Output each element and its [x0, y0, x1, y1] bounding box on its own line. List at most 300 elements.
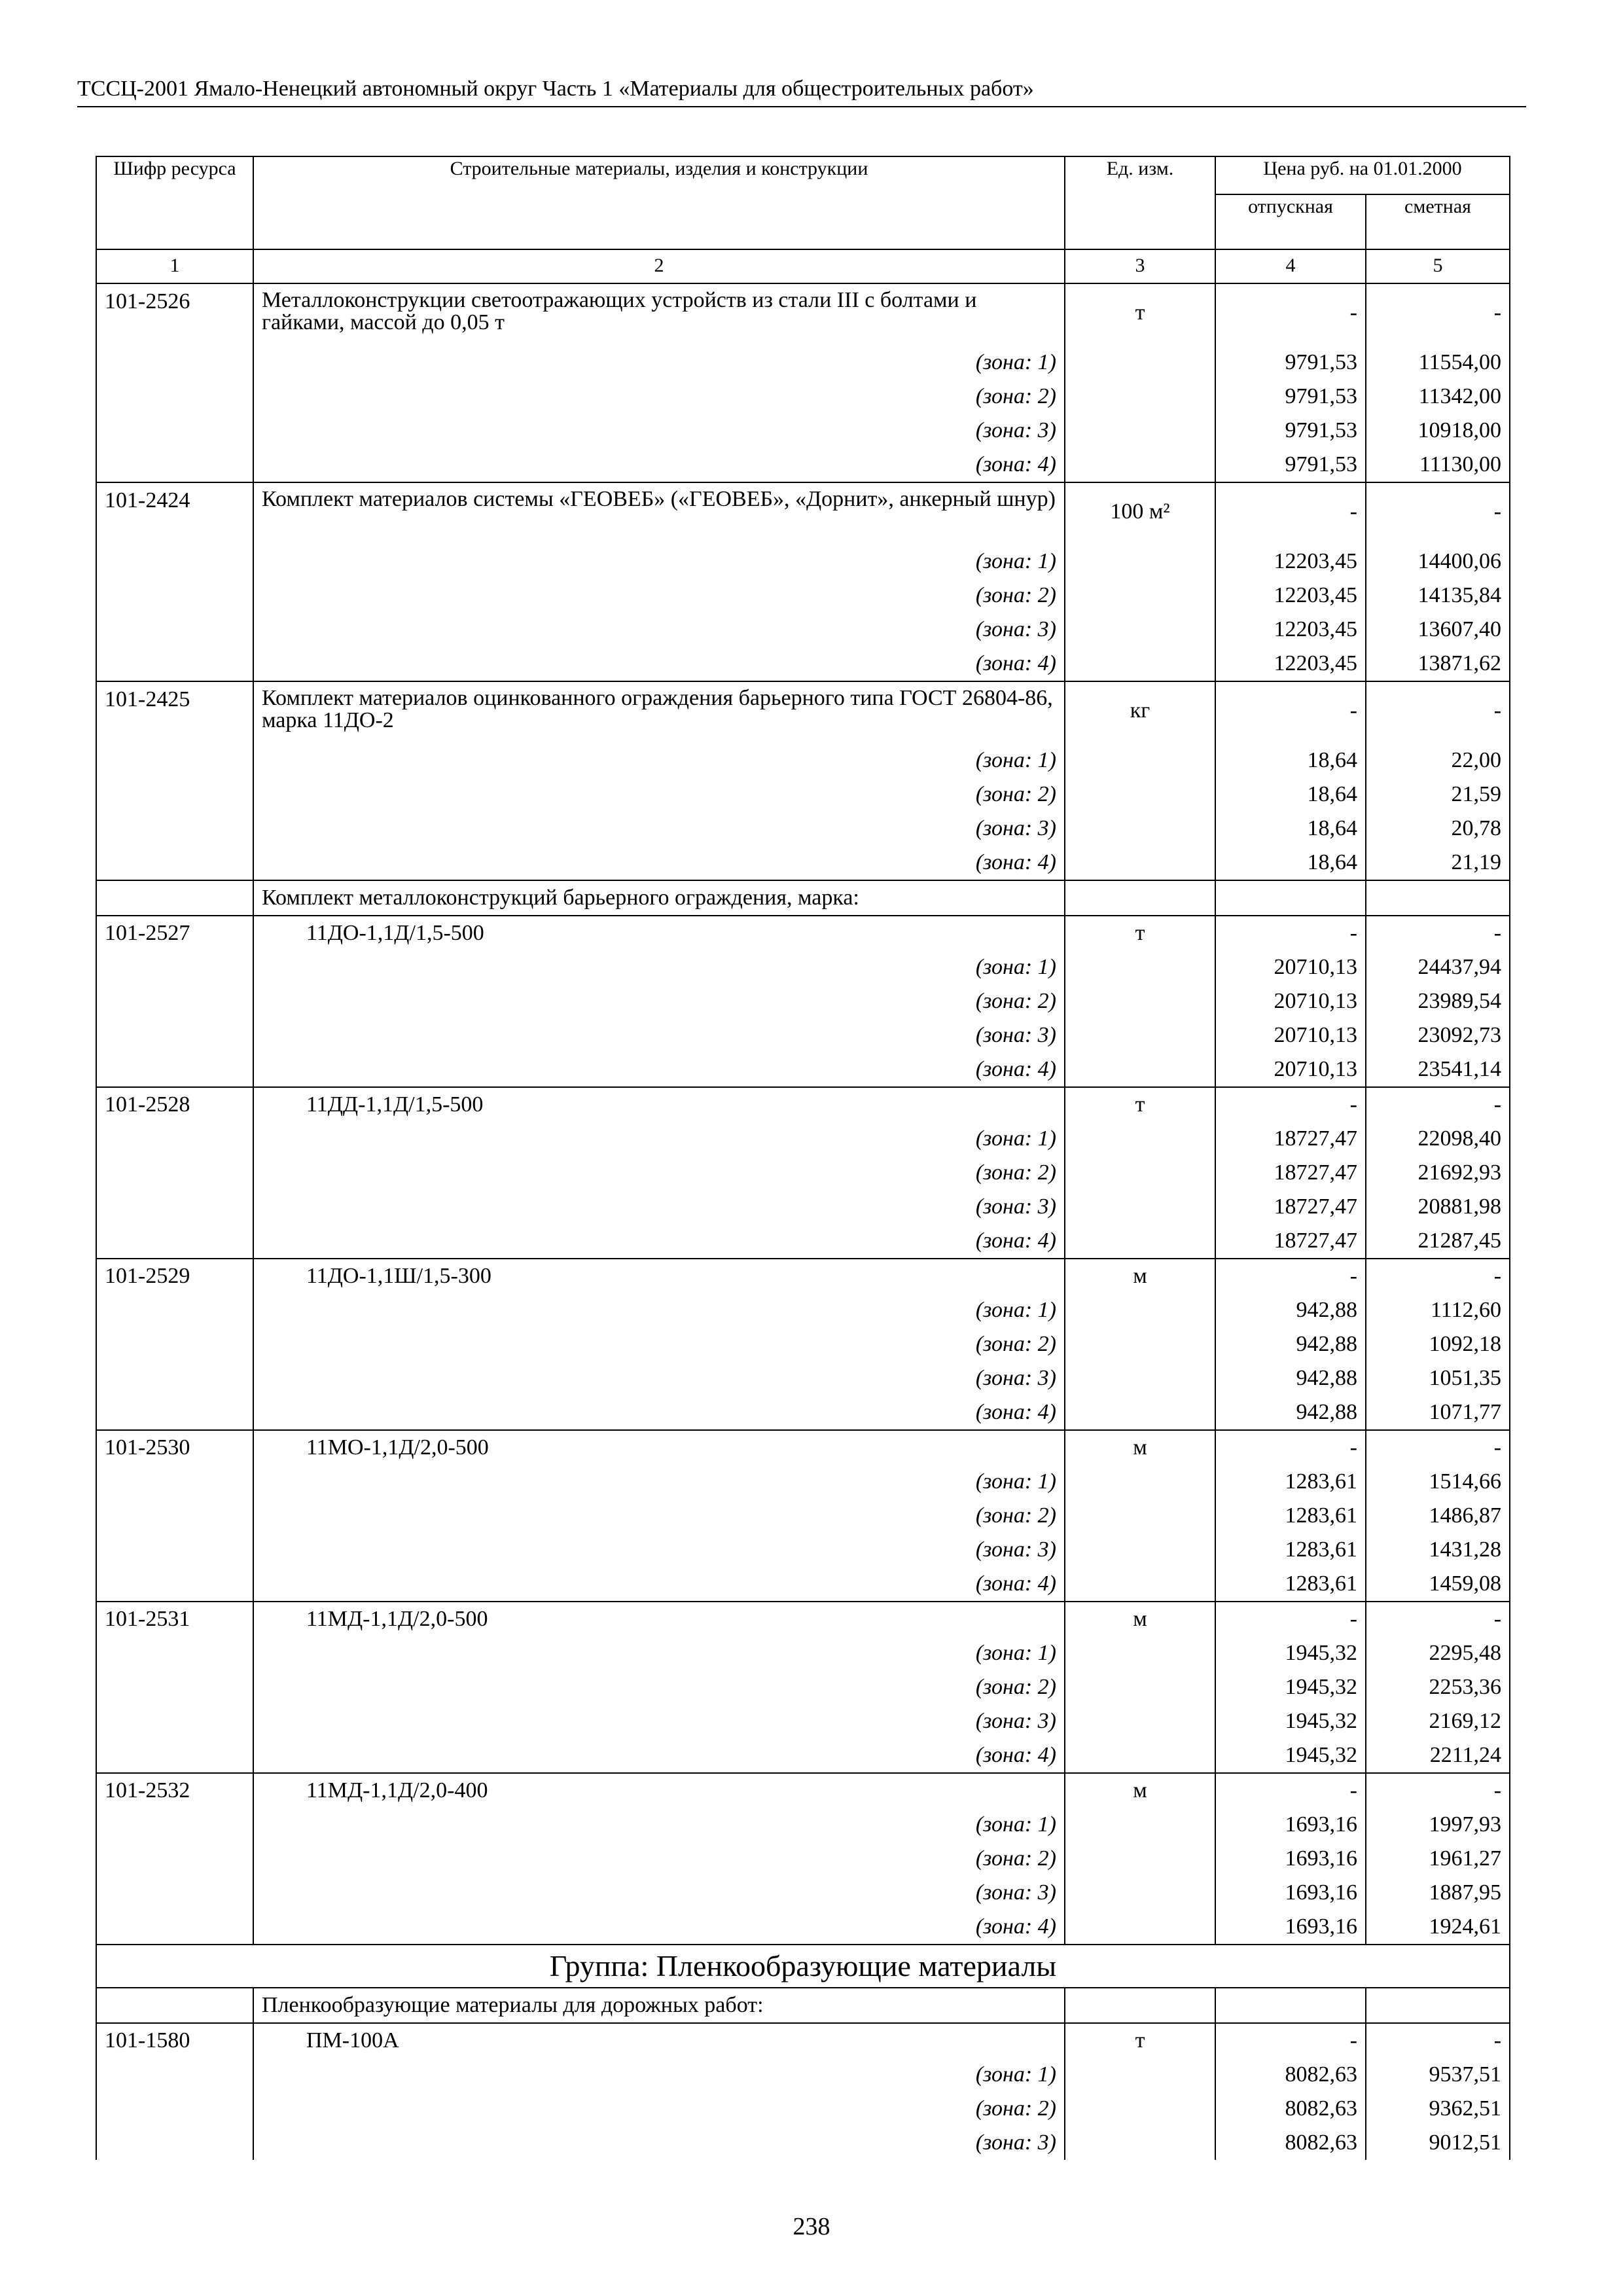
column-header-price-group: Цена руб. на 01.01.2000: [1215, 156, 1510, 194]
material-name: 11МД-1,1Д/2,0-400: [253, 1773, 1065, 1808]
code-cell: [96, 1018, 253, 1052]
zone-label: (зона: 4): [253, 647, 1065, 681]
zone-release-price: 9791,53: [1215, 448, 1366, 482]
estimate-price: -: [1366, 2023, 1510, 2058]
code-cell: [96, 2126, 253, 2160]
zone-label: (зона: 1): [253, 950, 1065, 984]
code-cell: [96, 1224, 253, 1259]
zone-estimate-price: 23092,73: [1366, 1018, 1510, 1052]
unit-cell: [1065, 1670, 1215, 1704]
material-name: 11ДО-1,1Ш/1,5-300: [253, 1259, 1065, 1293]
zone-release-price: 18727,47: [1215, 1156, 1366, 1190]
zone-release-price: 8082,63: [1215, 2092, 1366, 2126]
price-table: [96, 156, 1510, 2160]
page-header: [77, 73, 1526, 107]
unit-cell: [1065, 2058, 1215, 2092]
unit-cell: [1065, 1395, 1215, 1430]
zone-release-price: 20710,13: [1215, 1018, 1366, 1052]
zone-release-price: 1693,16: [1215, 1910, 1366, 1945]
estimate-price: -: [1366, 681, 1510, 744]
zone-estimate-price: 14135,84: [1366, 579, 1510, 613]
zone-label: (зона: 1): [253, 1465, 1065, 1499]
unit-cell: [1065, 812, 1215, 846]
resource-code: 101-2531: [96, 1602, 253, 1636]
release-price: -: [1215, 1259, 1366, 1293]
zone-release-price: 18,64: [1215, 846, 1366, 880]
unit-cell: [1065, 1190, 1215, 1224]
code-cell: [96, 579, 253, 613]
resource-code: 101-2530: [96, 1430, 253, 1465]
material-row: [96, 1430, 1510, 1465]
zone-release-price: 1693,16: [1215, 1808, 1366, 1842]
zone-row: [96, 778, 1510, 812]
unit-cell: [1065, 1876, 1215, 1910]
zone-label: (зона: 3): [253, 1190, 1065, 1224]
zone-row: [96, 950, 1510, 984]
unit-of-measure: кг: [1065, 681, 1215, 744]
zone-release-price: 20710,13: [1215, 950, 1366, 984]
zone-estimate-price: 1071,77: [1366, 1395, 1510, 1430]
zone-estimate-price: 13607,40: [1366, 613, 1510, 647]
code-cell: [96, 1395, 253, 1430]
code-cell: [96, 846, 253, 880]
zone-release-price: 18727,47: [1215, 1190, 1366, 1224]
zone-label: (зона: 1): [253, 744, 1065, 778]
zone-release-price: 18,64: [1215, 812, 1366, 846]
zone-estimate-price: 23989,54: [1366, 984, 1510, 1018]
zone-estimate-price: 1887,95: [1366, 1876, 1510, 1910]
zone-label: (зона: 3): [253, 1361, 1065, 1395]
unit-cell: [1065, 1910, 1215, 1945]
zone-estimate-price: 1092,18: [1366, 1327, 1510, 1361]
unit-cell: [1065, 1704, 1215, 1738]
unit-cell: [1065, 1224, 1215, 1259]
zone-estimate-price: 24437,94: [1366, 950, 1510, 984]
release-price-cell: [1215, 1988, 1366, 2023]
material-row: [96, 1259, 1510, 1293]
column-number-row: [96, 249, 1510, 283]
code-cell: [96, 1122, 253, 1156]
zone-release-price: 20710,13: [1215, 1052, 1366, 1087]
estimate-price: -: [1366, 1087, 1510, 1122]
column-header-code: Шифр ресурса: [96, 156, 253, 249]
unit-cell: [1065, 579, 1215, 613]
page-number: 238: [793, 2213, 830, 2240]
zone-row: [96, 2126, 1510, 2160]
code-cell: [96, 2092, 253, 2126]
material-row: [96, 1602, 1510, 1636]
zone-estimate-price: 11342,00: [1366, 380, 1510, 414]
zone-estimate-price: 20,78: [1366, 812, 1510, 846]
zone-row: [96, 1738, 1510, 1773]
unit-of-measure: м: [1065, 1602, 1215, 1636]
release-price: -: [1215, 283, 1366, 346]
zone-estimate-price: 11554,00: [1366, 346, 1510, 380]
material-name: Комплект материалов системы «ГЕОВЕБ» («ГЕОВЕБ», «Дорнит», анкерный шнур): [253, 482, 1065, 545]
zone-row: [96, 1122, 1510, 1156]
unit-cell: [1065, 1567, 1215, 1602]
zone-row: [96, 545, 1510, 579]
zone-release-price: 1693,16: [1215, 1842, 1366, 1876]
zone-release-price: 9791,53: [1215, 346, 1366, 380]
zone-label: (зона: 4): [253, 1052, 1065, 1087]
code-cell: [96, 950, 253, 984]
release-price: -: [1215, 1087, 1366, 1122]
zone-release-price: 1945,32: [1215, 1704, 1366, 1738]
column-number: 2: [253, 249, 1065, 283]
zone-estimate-price: 21,59: [1366, 778, 1510, 812]
material-name: 11ДО-1,1Д/1,5-500: [253, 916, 1065, 950]
column-number: 1: [96, 249, 253, 283]
zone-label: (зона: 3): [253, 1533, 1065, 1567]
column-number: 3: [1065, 249, 1215, 283]
zone-label: (зона: 2): [253, 1327, 1065, 1361]
code-cell: [96, 1842, 253, 1876]
zone-estimate-price: 21,19: [1366, 846, 1510, 880]
zone-release-price: 1693,16: [1215, 1876, 1366, 1910]
zone-estimate-price: 21287,45: [1366, 1224, 1510, 1259]
code-cell: [96, 1156, 253, 1190]
zone-release-price: 12203,45: [1215, 613, 1366, 647]
column-header-name: Строительные материалы, изделия и конструкции: [253, 156, 1065, 249]
release-price: -: [1215, 2023, 1366, 2058]
code-cell: [96, 778, 253, 812]
estimate-price: -: [1366, 1602, 1510, 1636]
zone-row: [96, 1670, 1510, 1704]
zone-row: [96, 1842, 1510, 1876]
zone-release-price: 18727,47: [1215, 1224, 1366, 1259]
unit-cell: [1065, 1156, 1215, 1190]
zone-release-price: 942,88: [1215, 1395, 1366, 1430]
code-cell: [96, 1567, 253, 1602]
zone-row: [96, 1704, 1510, 1738]
zone-row: [96, 1190, 1510, 1224]
material-name: 11МД-1,1Д/2,0-500: [253, 1602, 1065, 1636]
code-cell: [96, 744, 253, 778]
zone-estimate-price: 1112,60: [1366, 1293, 1510, 1327]
zone-row: [96, 1533, 1510, 1567]
zone-label: (зона: 3): [253, 812, 1065, 846]
material-name: 11ДД-1,1Д/1,5-500: [253, 1087, 1065, 1122]
zone-estimate-price: 9537,51: [1366, 2058, 1510, 2092]
unit-cell: [1065, 1636, 1215, 1670]
resource-code: 101-2526: [96, 283, 253, 346]
zone-row: [96, 2092, 1510, 2126]
estimate-price: -: [1366, 1773, 1510, 1808]
zone-label: (зона: 1): [253, 1122, 1065, 1156]
zone-release-price: 18727,47: [1215, 1122, 1366, 1156]
code-cell: [96, 1910, 253, 1945]
zone-label: (зона: 4): [253, 448, 1065, 482]
unit-cell: [1065, 545, 1215, 579]
resource-code: 101-2424: [96, 482, 253, 545]
resource-code: 101-2532: [96, 1773, 253, 1808]
code-cell: [96, 1808, 253, 1842]
zone-label: (зона: 2): [253, 2092, 1065, 2126]
code-cell: [96, 1704, 253, 1738]
unit-cell: [1065, 1327, 1215, 1361]
unit-cell: [1065, 380, 1215, 414]
unit-cell: [1065, 448, 1215, 482]
zone-estimate-price: 20881,98: [1366, 1190, 1510, 1224]
zone-label: (зона: 3): [253, 613, 1065, 647]
unit-cell: [1065, 346, 1215, 380]
release-price: -: [1215, 1430, 1366, 1465]
zone-estimate-price: 10918,00: [1366, 414, 1510, 448]
zone-estimate-price: 2211,24: [1366, 1738, 1510, 1773]
zone-row: [96, 1910, 1510, 1945]
zone-row: [96, 1293, 1510, 1327]
code-cell: [96, 1499, 253, 1533]
page-header-title: ТССЦ-2001 Ямало-Ненецкий автономный округ Часть 1 «Материалы для общестроительных работ»: [77, 77, 1034, 101]
unit-cell: [1065, 1988, 1215, 2023]
release-price: -: [1215, 482, 1366, 545]
zone-release-price: 18,64: [1215, 744, 1366, 778]
code-cell: [96, 1465, 253, 1499]
zone-release-price: 12203,45: [1215, 545, 1366, 579]
zone-estimate-price: 1961,27: [1366, 1842, 1510, 1876]
material-name: Комплект материалов оцинкованного ограждения барьерного типа ГОСТ 26804-86, марка 11ДО-2: [253, 681, 1065, 744]
zone-label: (зона: 4): [253, 846, 1065, 880]
zone-row: [96, 647, 1510, 681]
material-row: [96, 681, 1510, 744]
unit-cell: [1065, 2092, 1215, 2126]
subheading-text: Пленкообразующие материалы для дорожных работ:: [253, 1988, 1065, 2023]
code-cell: [96, 448, 253, 482]
zone-label: (зона: 2): [253, 380, 1065, 414]
zone-row: [96, 1876, 1510, 1910]
zone-label: (зона: 1): [253, 1636, 1065, 1670]
zone-label: (зона: 4): [253, 1224, 1065, 1259]
code-cell: [96, 647, 253, 681]
group-heading: Группа: Пленкообразующие материалы: [96, 1945, 1510, 1988]
zone-row: [96, 2058, 1510, 2092]
zone-estimate-price: 1051,35: [1366, 1361, 1510, 1395]
zone-row: [96, 1327, 1510, 1361]
zone-label: (зона: 1): [253, 346, 1065, 380]
zone-label: (зона: 3): [253, 1018, 1065, 1052]
zone-label: (зона: 1): [253, 1293, 1065, 1327]
unit-of-measure: т: [1065, 916, 1215, 950]
code-cell: [96, 1670, 253, 1704]
unit-cell: [1065, 1052, 1215, 1087]
release-price: -: [1215, 681, 1366, 744]
zone-row: [96, 1567, 1510, 1602]
zone-row: [96, 812, 1510, 846]
zone-release-price: 9791,53: [1215, 414, 1366, 448]
resource-code: 101-2528: [96, 1087, 253, 1122]
zone-label: (зона: 4): [253, 1910, 1065, 1945]
subheading-row: [96, 880, 1510, 916]
code-cell: [96, 880, 253, 916]
code-cell: [96, 1636, 253, 1670]
unit-cell: [1065, 1842, 1215, 1876]
zone-row: [96, 1018, 1510, 1052]
code-cell: [96, 1988, 253, 2023]
zone-release-price: 942,88: [1215, 1327, 1366, 1361]
zone-release-price: 12203,45: [1215, 647, 1366, 681]
zone-release-price: 1283,61: [1215, 1465, 1366, 1499]
release-price: -: [1215, 916, 1366, 950]
zone-label: (зона: 2): [253, 984, 1065, 1018]
unit-cell: [1065, 984, 1215, 1018]
zone-label: (зона: 2): [253, 579, 1065, 613]
zone-row: [96, 1636, 1510, 1670]
unit-of-measure: м: [1065, 1773, 1215, 1808]
zone-label: (зона: 3): [253, 2126, 1065, 2160]
zone-estimate-price: 23541,14: [1366, 1052, 1510, 1087]
zone-release-price: 20710,13: [1215, 984, 1366, 1018]
code-cell: [96, 1533, 253, 1567]
column-number: 4: [1215, 249, 1366, 283]
zone-row: [96, 1808, 1510, 1842]
zone-estimate-price: 1431,28: [1366, 1533, 1510, 1567]
zone-release-price: 1945,32: [1215, 1738, 1366, 1773]
zone-release-price: 18,64: [1215, 778, 1366, 812]
zone-estimate-price: 1924,61: [1366, 1910, 1510, 1945]
zone-label: (зона: 4): [253, 1738, 1065, 1773]
zone-release-price: 8082,63: [1215, 2058, 1366, 2092]
column-header-estimate: сметная: [1366, 194, 1510, 249]
zone-release-price: 8082,63: [1215, 2126, 1366, 2160]
release-price-cell: [1215, 880, 1366, 916]
column-number: 5: [1366, 249, 1510, 283]
zone-row: [96, 1052, 1510, 1087]
zone-row: [96, 380, 1510, 414]
zone-label: (зона: 1): [253, 545, 1065, 579]
zone-row: [96, 1465, 1510, 1499]
zone-estimate-price: 1514,66: [1366, 1465, 1510, 1499]
zone-release-price: 1283,61: [1215, 1499, 1366, 1533]
zone-label: (зона: 3): [253, 414, 1065, 448]
zone-row: [96, 1499, 1510, 1533]
material-row: [96, 1087, 1510, 1122]
zone-estimate-price: 2295,48: [1366, 1636, 1510, 1670]
zone-row: [96, 984, 1510, 1018]
unit-cell: [1065, 846, 1215, 880]
code-cell: [96, 1327, 253, 1361]
zone-row: [96, 1224, 1510, 1259]
unit-cell: [1065, 880, 1215, 916]
estimate-price: -: [1366, 1430, 1510, 1465]
zone-release-price: 1945,32: [1215, 1636, 1366, 1670]
code-cell: [96, 812, 253, 846]
zone-label: (зона: 2): [253, 1499, 1065, 1533]
code-cell: [96, 984, 253, 1018]
estimate-price-cell: [1366, 880, 1510, 916]
zone-release-price: 9791,53: [1215, 380, 1366, 414]
zone-label: (зона: 3): [253, 1876, 1065, 1910]
zone-label: (зона: 4): [253, 1567, 1065, 1602]
code-cell: [96, 1361, 253, 1395]
zone-release-price: 1283,61: [1215, 1567, 1366, 1602]
material-name: ПМ-100А: [253, 2023, 1065, 2058]
subheading-row: [96, 1988, 1510, 2023]
unit-cell: [1065, 950, 1215, 984]
zone-estimate-price: 1486,87: [1366, 1499, 1510, 1533]
column-header-release: отпускная: [1215, 194, 1366, 249]
zone-estimate-price: 1997,93: [1366, 1808, 1510, 1842]
group-heading-row: [96, 1945, 1510, 1988]
unit-of-measure: 100 м²: [1065, 482, 1215, 545]
resource-code: 101-1580: [96, 2023, 253, 2058]
zone-row: [96, 579, 1510, 613]
unit-cell: [1065, 414, 1215, 448]
zone-label: (зона: 1): [253, 1808, 1065, 1842]
unit-of-measure: т: [1065, 2023, 1215, 2058]
table-body: [96, 283, 1510, 2160]
subheading-text: Комплект металлоконструкций барьерного ограждения, марка:: [253, 880, 1065, 916]
zone-label: (зона: 4): [253, 1395, 1065, 1430]
unit-cell: [1065, 1293, 1215, 1327]
code-cell: [96, 613, 253, 647]
material-row: [96, 482, 1510, 545]
release-price: -: [1215, 1773, 1366, 1808]
estimate-price: -: [1366, 283, 1510, 346]
unit-cell: [1065, 1361, 1215, 1395]
unit-of-measure: м: [1065, 1430, 1215, 1465]
zone-estimate-price: 21692,93: [1366, 1156, 1510, 1190]
estimate-price: -: [1366, 482, 1510, 545]
zone-row: [96, 846, 1510, 880]
estimate-price: -: [1366, 916, 1510, 950]
zone-estimate-price: 2253,36: [1366, 1670, 1510, 1704]
zone-estimate-price: 9362,51: [1366, 2092, 1510, 2126]
zone-release-price: 1945,32: [1215, 1670, 1366, 1704]
unit-cell: [1065, 2126, 1215, 2160]
code-cell: [96, 2058, 253, 2092]
material-name: Металлоконструкции светоотражающих устройств из стали III с болтами и гайками, массой до 0,05 т: [253, 283, 1065, 346]
code-cell: [96, 1190, 253, 1224]
unit-cell: [1065, 1533, 1215, 1567]
zone-label: (зона: 2): [253, 1670, 1065, 1704]
code-cell: [96, 380, 253, 414]
zone-row: [96, 414, 1510, 448]
zone-row: [96, 744, 1510, 778]
zone-row: [96, 613, 1510, 647]
unit-of-measure: т: [1065, 283, 1215, 346]
zone-release-price: 942,88: [1215, 1361, 1366, 1395]
zone-estimate-price: 9012,51: [1366, 2126, 1510, 2160]
material-row: [96, 2023, 1510, 2058]
material-row: [96, 283, 1510, 346]
estimate-price-cell: [1366, 1988, 1510, 2023]
zone-row: [96, 346, 1510, 380]
material-name: 11МО-1,1Д/2,0-500: [253, 1430, 1065, 1465]
zone-estimate-price: 22,00: [1366, 744, 1510, 778]
code-cell: [96, 414, 253, 448]
zone-row: [96, 1395, 1510, 1430]
unit-cell: [1065, 1122, 1215, 1156]
code-cell: [96, 1738, 253, 1773]
zone-label: (зона: 2): [253, 1842, 1065, 1876]
code-cell: [96, 1293, 253, 1327]
zone-label: (зона: 2): [253, 778, 1065, 812]
unit-of-measure: м: [1065, 1259, 1215, 1293]
zone-estimate-price: 2169,12: [1366, 1704, 1510, 1738]
estimate-price: -: [1366, 1259, 1510, 1293]
unit-cell: [1065, 778, 1215, 812]
zone-estimate-price: 1459,08: [1366, 1567, 1510, 1602]
resource-code: 101-2527: [96, 916, 253, 950]
code-cell: [96, 1876, 253, 1910]
zone-row: [96, 1361, 1510, 1395]
unit-cell: [1065, 1738, 1215, 1773]
unit-cell: [1065, 1018, 1215, 1052]
unit-of-measure: т: [1065, 1087, 1215, 1122]
zone-estimate-price: 22098,40: [1366, 1122, 1510, 1156]
table-header-row: [96, 156, 1510, 194]
